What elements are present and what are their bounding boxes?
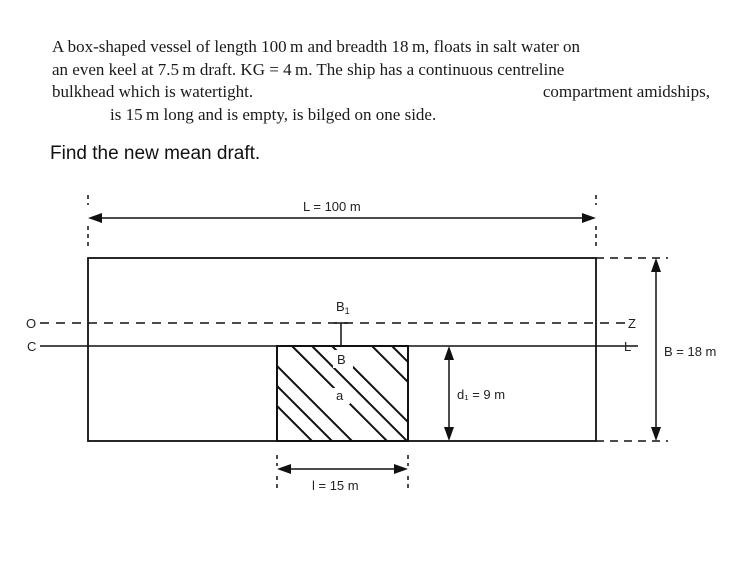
problem-line-3-left: bulkhead which is watertight. <box>52 82 254 101</box>
centreline-l-label: L <box>624 339 632 354</box>
point-b1-label: $B_1$ <box>336 299 350 316</box>
breadth-label: B = 18 m <box>664 344 717 359</box>
hull-outline <box>88 258 596 441</box>
point-a-label: a <box>336 388 344 403</box>
compartment-length-label: l = 15 m <box>312 478 359 493</box>
length-label: L = 100 m <box>303 199 361 214</box>
point-b-label: B <box>337 352 346 367</box>
draft-label: d₁ = 9 m <box>457 387 506 402</box>
problem-line-2: an even keel at 7.5 m draft. KG = 4 m. The ship has a continuous centreline <box>52 59 565 79</box>
question-text: Find the new mean draft. <box>50 143 261 164</box>
centreline-c-label: C <box>27 339 37 354</box>
problem-line-3-right: compartment amidships, <box>542 82 710 101</box>
waterline-o-label: O <box>26 316 37 331</box>
bilged-compartment <box>277 346 492 466</box>
waterline-z-label: Z <box>628 316 636 331</box>
draft-dimension <box>444 346 454 441</box>
problem-line-1: A box-shaped vessel of length 100 m and breadth 18 m, floats in salt water on <box>52 37 581 56</box>
problem-line-4: is 15 m long and is empty, is bilged on one side. <box>110 104 437 124</box>
breadth-dimension <box>596 258 668 441</box>
b1-marker <box>334 323 348 346</box>
